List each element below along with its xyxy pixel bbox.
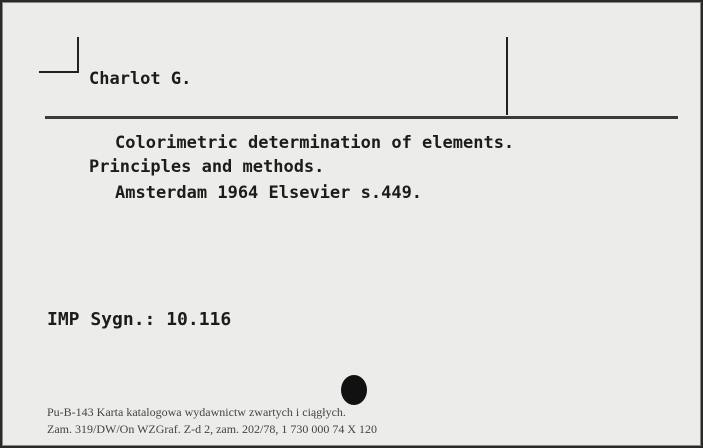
call-number: IMP Sygn.: 10.116 [47,309,232,330]
corner-mark-vertical [77,37,79,73]
horizontal-rule [45,116,678,119]
vertical-rule [506,37,508,115]
imprint-line: Amsterdam 1964 Elsevier s.449. [115,183,423,203]
title-line-2: Principles and methods. [89,157,325,177]
footer-line-1: Pu-B-143 Karta katalogowa wydawnictw zwartych i ciągłych. [47,405,346,419]
author-name: Charlot G. [89,69,192,89]
corner-mark-horizontal [39,71,79,73]
title-line-1: Colorimetric determination of elements. [115,133,515,153]
punch-hole [341,375,367,405]
catalog-card [2,2,701,446]
footer-line-2: Zam. 319/DW/On WZGraf. Z-d 2, zam. 202/78, 1 730 000 74 X 120 [47,422,378,436]
